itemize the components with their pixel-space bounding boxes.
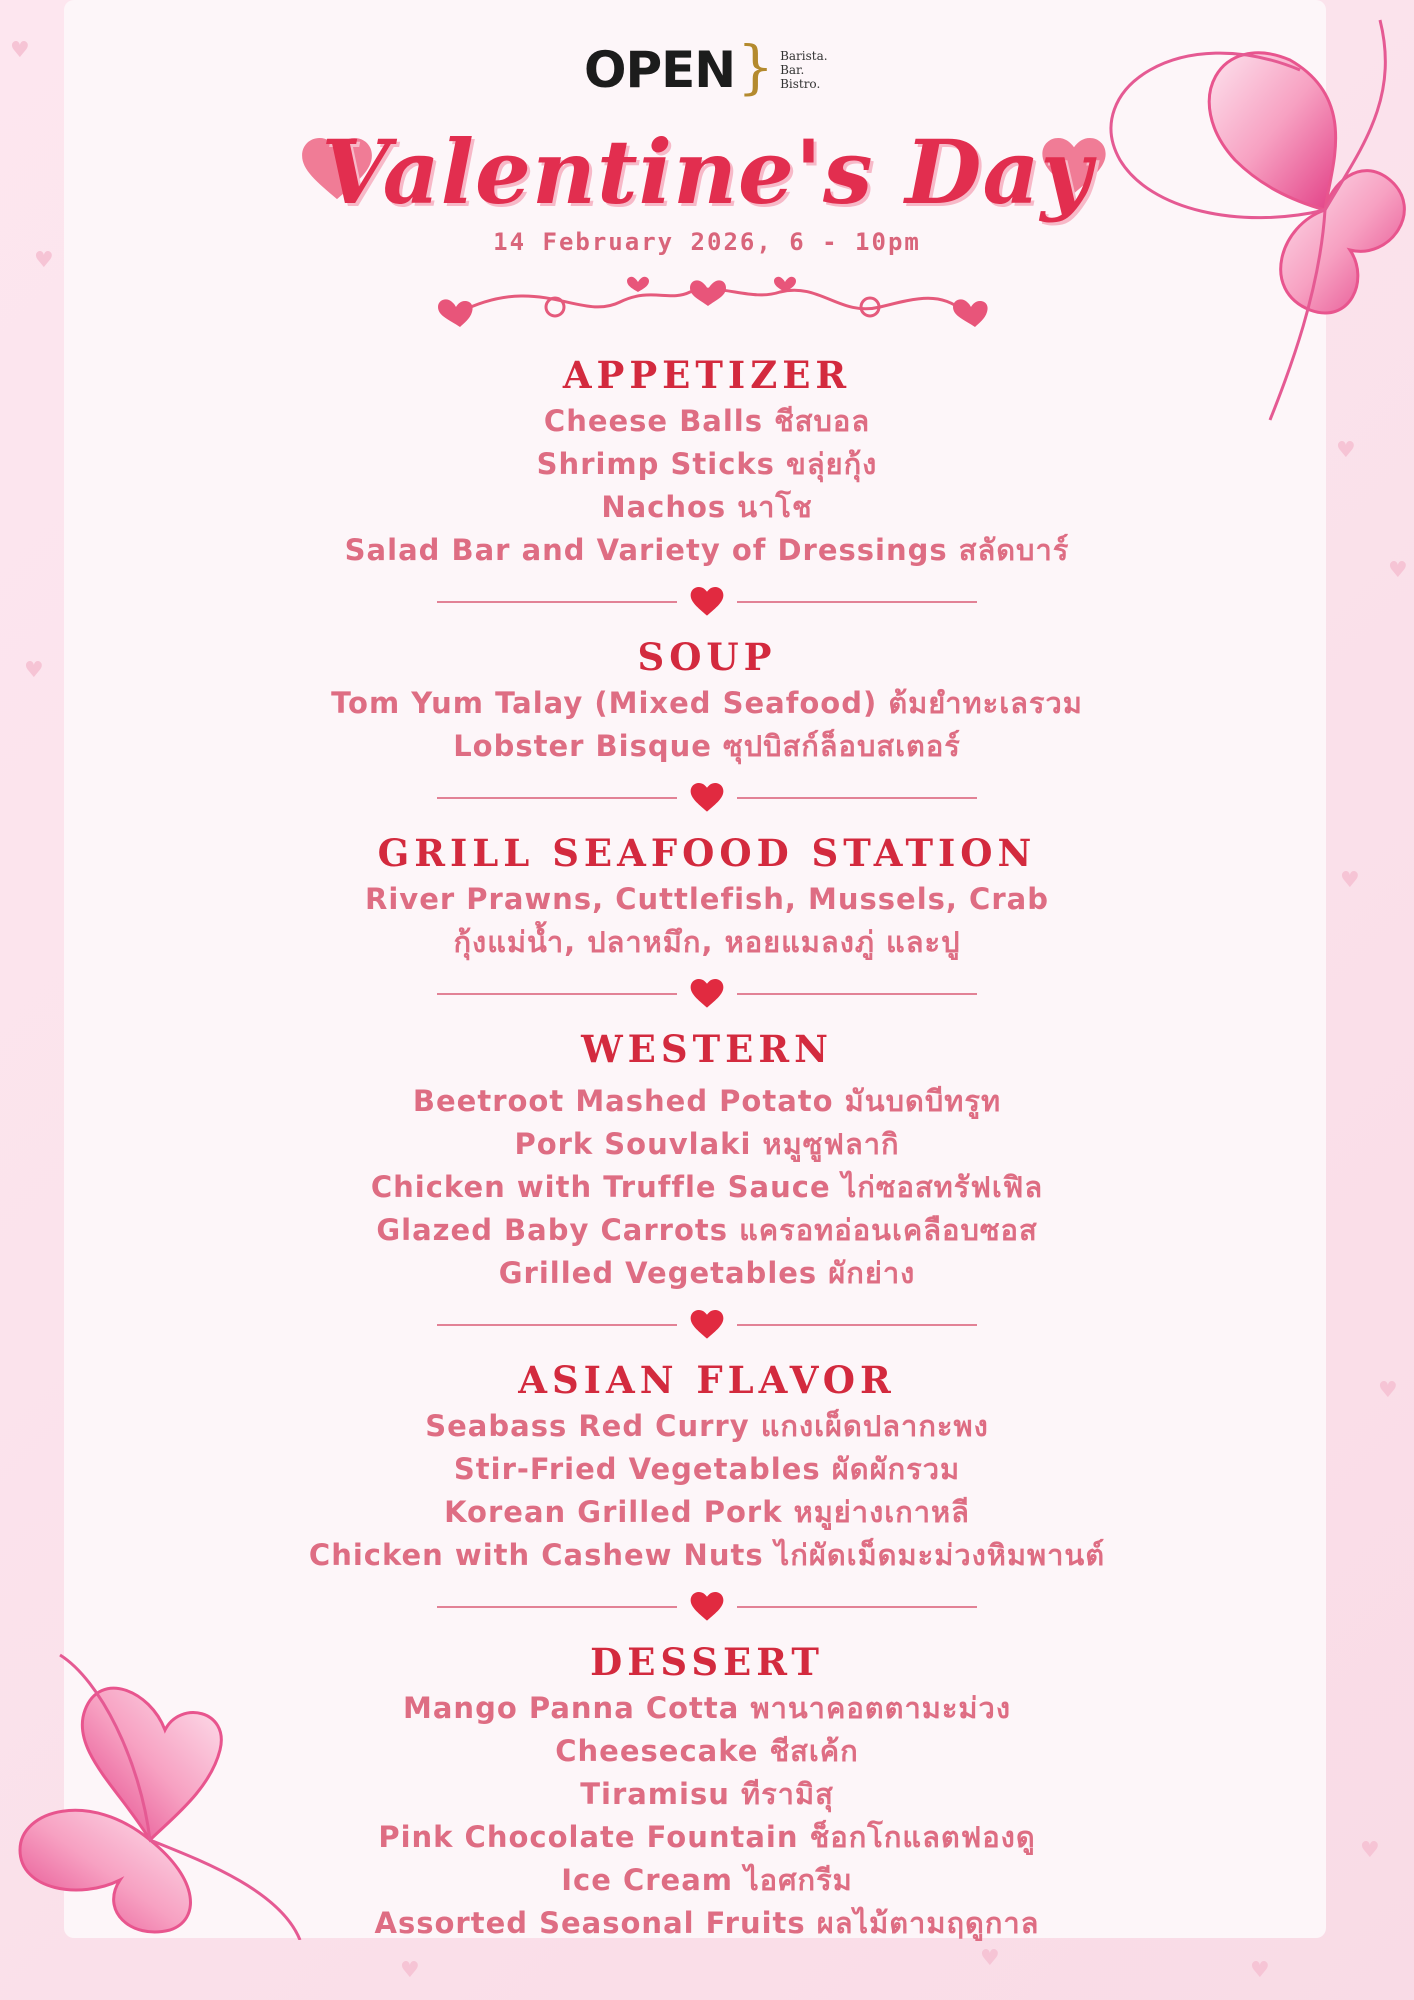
menu-item: River Prawns, Cuttlefish, Mussels, Crab bbox=[365, 882, 1049, 916]
menu-section-grill-seafood bbox=[0, 828, 1414, 964]
menu-item: Mango Panna Cotta พานาคอตตามะม่วง bbox=[403, 1691, 1011, 1725]
menu-item: Pink Chocolate Fountain ช็อกโกแลตฟองดู bbox=[378, 1820, 1036, 1854]
menu-section-appetizer bbox=[0, 350, 1414, 572]
logo-tagline-line: Bistro. bbox=[780, 77, 821, 91]
divider-line bbox=[437, 1324, 677, 1326]
menu-item: Nachos นาโช bbox=[601, 490, 813, 524]
divider-line bbox=[737, 1324, 977, 1326]
menu-item: Korean Grilled Pork หมูย่างเกาหลี bbox=[444, 1495, 970, 1529]
logo-wordmark: OPEN bbox=[584, 41, 736, 99]
menu-item: Cheesecake ชีสเค้ก bbox=[555, 1734, 859, 1768]
menu-item: Tom Yum Talay (Mixed Seafood) ต้มยำทะเลรวม bbox=[331, 686, 1083, 720]
divider-line bbox=[437, 1606, 677, 1608]
background-heart-icon: ♥ bbox=[980, 1946, 1000, 1971]
section-divider bbox=[0, 1577, 1414, 1637]
section-divider bbox=[0, 768, 1414, 828]
menu-item: Chicken with Truffle Sauce ไก่ซอสทรัฟเฟิล bbox=[370, 1170, 1044, 1204]
menu-item: Seabass Red Curry แกงเผ็ดปลากะพง bbox=[425, 1409, 989, 1443]
menu-item: Chicken with Cashew Nuts ไก่ผัดเม็ดมะม่วงหิมพานต์ bbox=[308, 1538, 1106, 1572]
background-heart-icon: ♥ bbox=[24, 658, 44, 683]
menu-item: Glazed Baby Carrots แครอทอ่อนเคลือบซอส bbox=[376, 1213, 1038, 1247]
divider-line bbox=[737, 601, 977, 603]
background-heart-icon: ♥ bbox=[1250, 1958, 1270, 1983]
divider-line bbox=[437, 601, 677, 603]
section-title: SOUP bbox=[637, 635, 777, 679]
background-heart-icon: ♥ bbox=[1336, 438, 1356, 463]
section-divider bbox=[0, 572, 1414, 632]
menu-item: Lobster Bisque ซุปบิสก์ล็อบสเตอร์ bbox=[453, 729, 961, 763]
background-heart-icon: ♥ bbox=[10, 38, 30, 63]
section-title: GRILL SEAFOOD STATION bbox=[377, 831, 1037, 875]
heart-flourish-decoration bbox=[420, 262, 1000, 342]
heart-divider-icon bbox=[677, 1585, 737, 1629]
menu-item: Salad Bar and Variety of Dressings สลัดบาร์ bbox=[344, 533, 1070, 567]
menu-item: Assorted Seasonal Fruits ผลไม้ตามฤดูกาล bbox=[374, 1906, 1040, 1940]
page-title: Valentine's Day bbox=[321, 120, 1093, 224]
section-divider bbox=[0, 1295, 1414, 1355]
heart-divider-icon bbox=[677, 972, 737, 1016]
section-title: WESTERN bbox=[581, 1027, 833, 1071]
logo-tagline-line: Barista. bbox=[780, 49, 828, 63]
menu-item: Pork Souvlaki หมูซูฟลากิ bbox=[514, 1127, 900, 1161]
section-divider bbox=[0, 964, 1414, 1024]
menu-item: Shrimp Sticks ขลุ่ยกุ้ง bbox=[536, 447, 878, 481]
divider-line bbox=[737, 993, 977, 995]
open-logo bbox=[584, 33, 828, 101]
menu-item: Beetroot Mashed Potato มันบดบีทรูท bbox=[412, 1084, 1002, 1118]
divider-line bbox=[437, 797, 677, 799]
menu-item: Stir-Fried Vegetables ผัดผักรวม bbox=[453, 1452, 961, 1486]
menu-section-western bbox=[0, 1024, 1414, 1295]
divider-line bbox=[437, 993, 677, 995]
section-title: ASIAN FLAVOR bbox=[518, 1358, 896, 1402]
menu-list bbox=[0, 350, 1414, 1945]
section-title: APPETIZER bbox=[562, 353, 852, 397]
divider-line bbox=[737, 1606, 977, 1608]
divider-line bbox=[737, 797, 977, 799]
menu-item: Ice Cream ไอศกรีม bbox=[561, 1863, 853, 1897]
background-heart-icon: ♥ bbox=[1360, 1838, 1380, 1863]
logo-tagline-line: Bar. bbox=[780, 63, 805, 77]
background-heart-icon: ♥ bbox=[1388, 558, 1408, 583]
background-heart-icon: ♥ bbox=[1378, 1378, 1398, 1403]
menu-item: Grilled Vegetables ผักย่าง bbox=[498, 1256, 916, 1290]
event-date: 14 February 2026, 6 - 10pm bbox=[493, 228, 921, 256]
section-title: DESSERT bbox=[590, 1640, 824, 1684]
menu-section-asian-flavor bbox=[0, 1355, 1414, 1577]
menu-item: กุ้งแม่น้ำ, ปลาหมึก, หอยแมลงภู่ และปู bbox=[453, 925, 961, 959]
menu-item: Tiramisu ทีรามิสุ bbox=[580, 1777, 834, 1811]
menu-item: Cheese Balls ชีสบอล bbox=[543, 404, 871, 438]
heart-divider-icon bbox=[677, 776, 737, 820]
background-heart-icon: ♥ bbox=[34, 248, 54, 273]
logo-tagline bbox=[780, 49, 828, 91]
logo-brace: } bbox=[737, 33, 775, 101]
background-heart-icon: ♥ bbox=[400, 1958, 420, 1983]
background-heart-icon: ♥ bbox=[1340, 868, 1360, 893]
heart-divider-icon bbox=[677, 580, 737, 624]
menu-section-soup bbox=[0, 632, 1414, 768]
menu-section-dessert bbox=[0, 1637, 1414, 1945]
heart-divider-icon bbox=[677, 1303, 737, 1347]
